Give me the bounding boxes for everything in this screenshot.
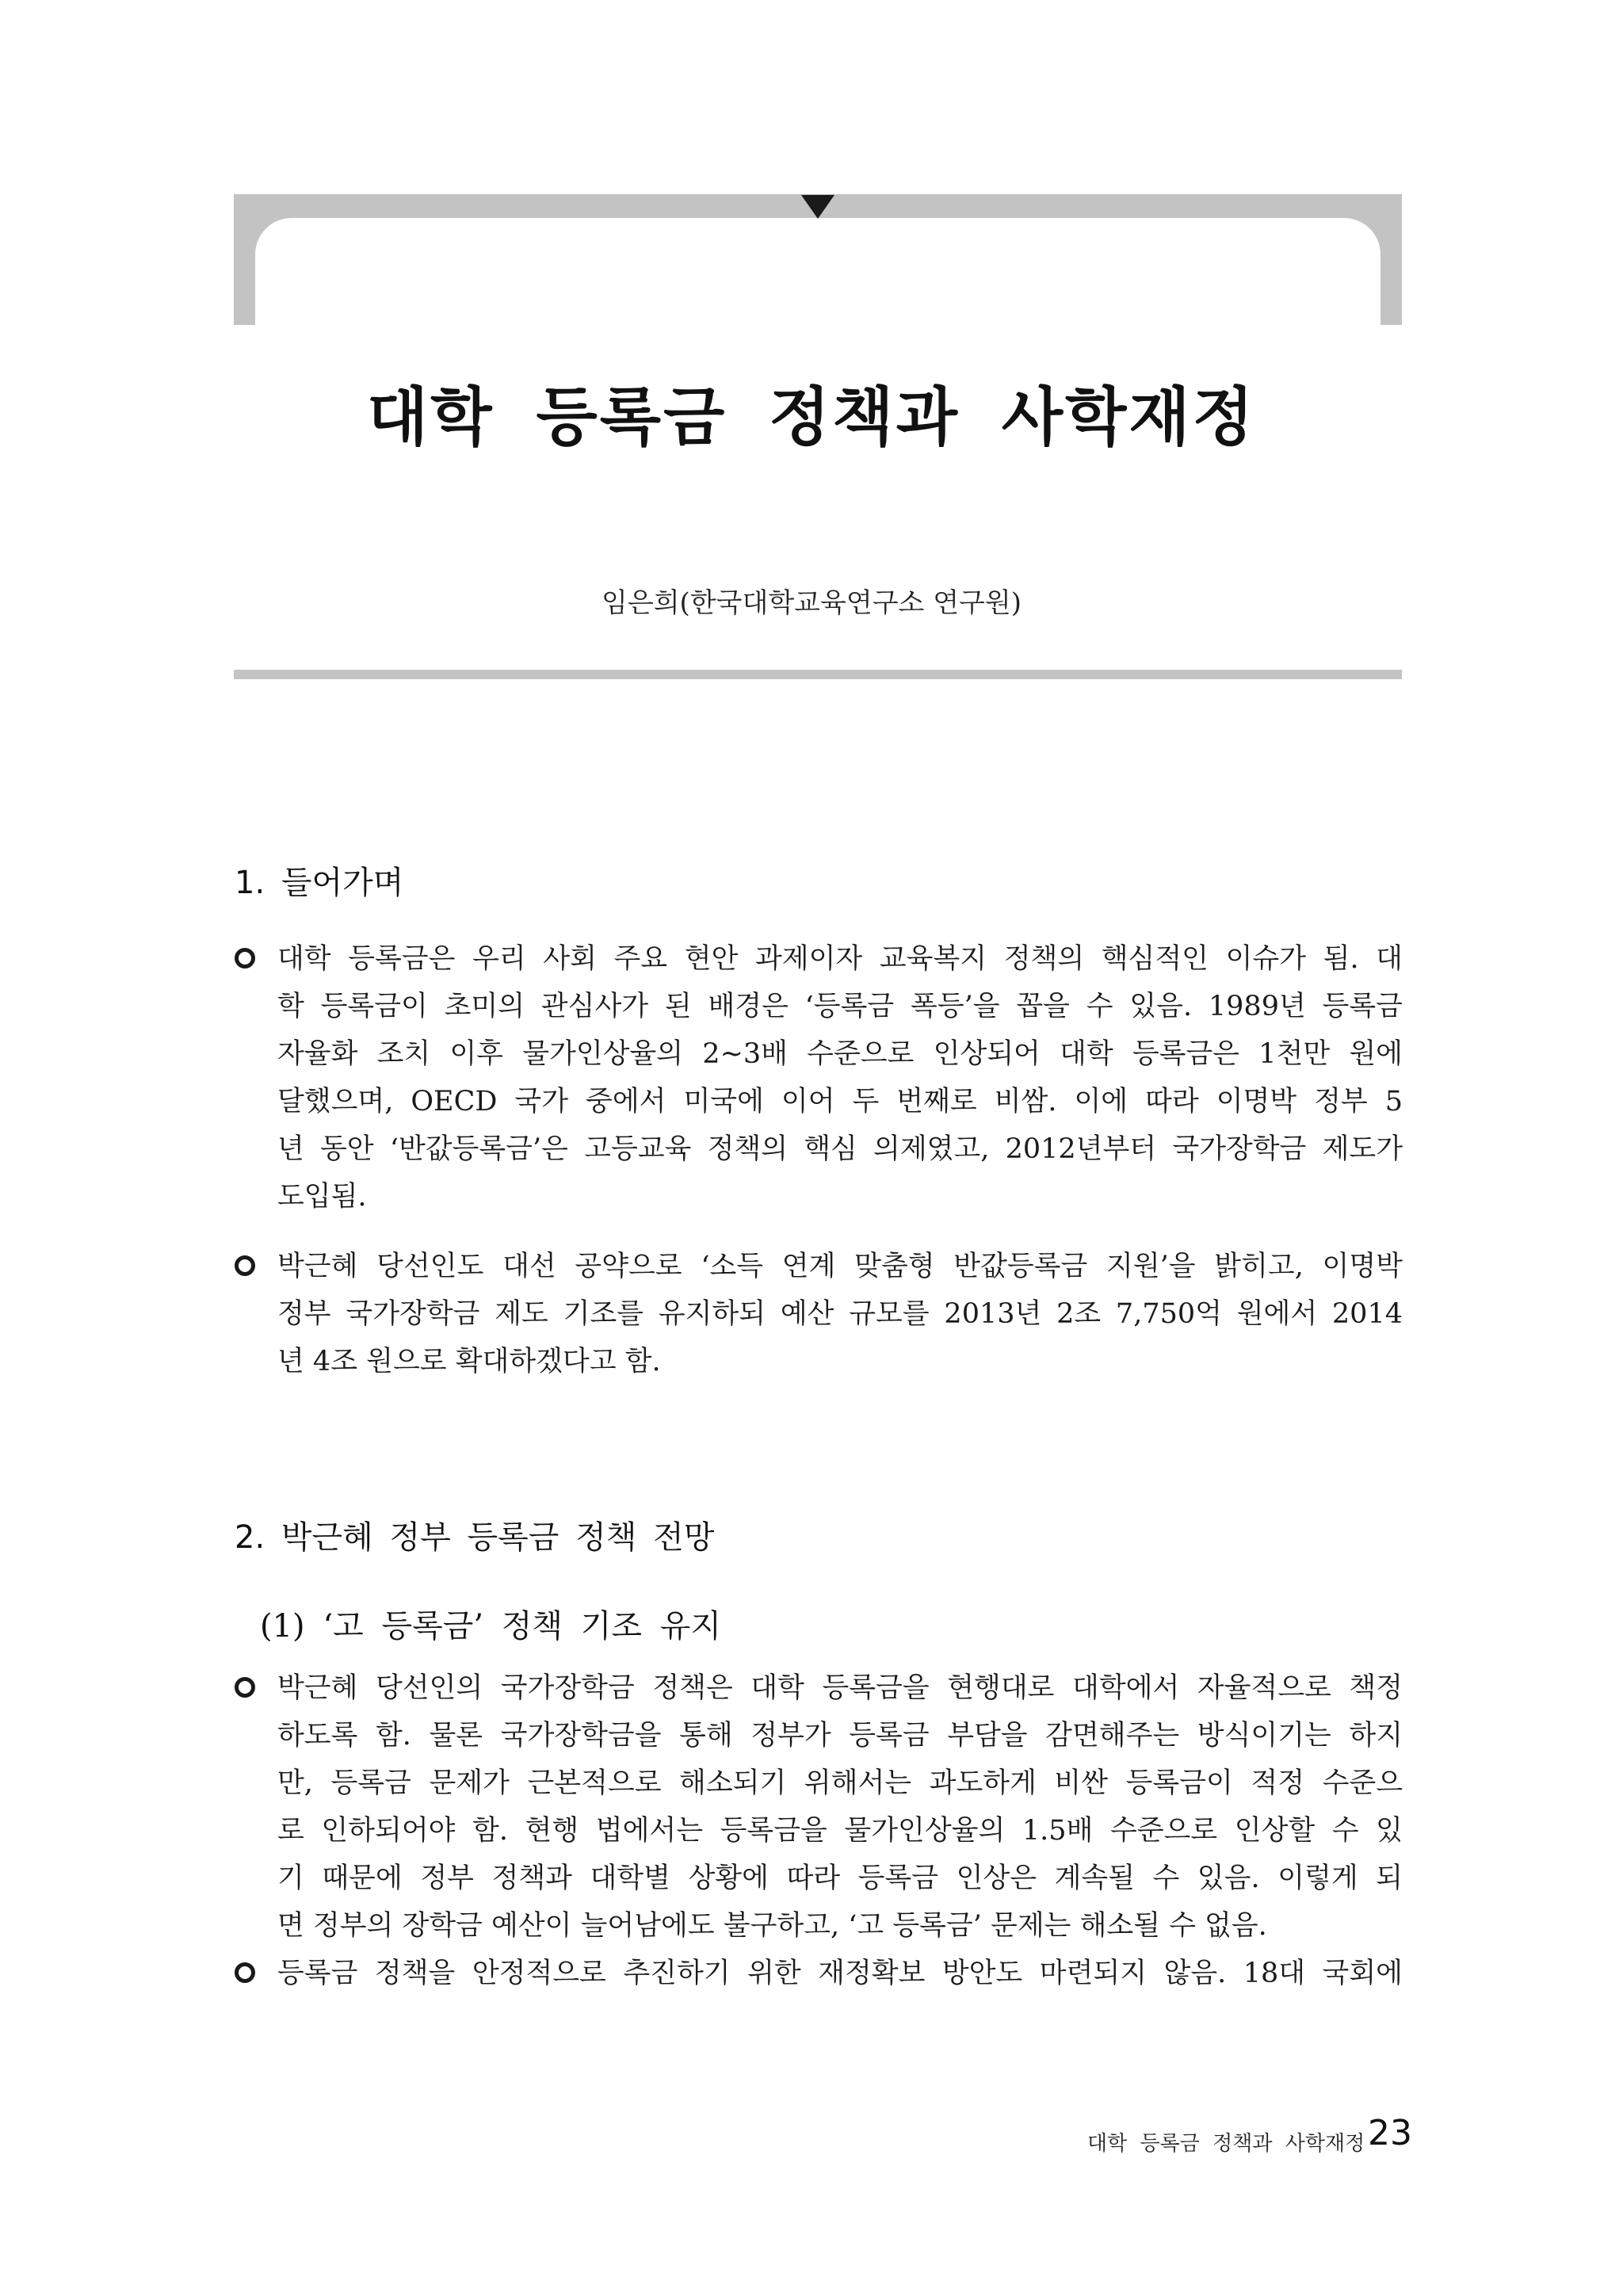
text-line: 년 4조 원으로 확대하겠다고 함. xyxy=(277,1346,661,1377)
bullet-circle-icon xyxy=(235,1677,255,1698)
text-line: 만, 등록금 문제가 근본적으로 해소되기 위해서는 과도하게 비싼 등록금이 적정 수준으 xyxy=(277,1767,1403,1799)
running-footer-title: 대학 등록금 정책과 사학재정 xyxy=(1087,2132,1365,2156)
text-line: 년 동안 ‘반값등록금’은 고등교육 정책의 핵심 의제였고, 2012년부터 국가장학금 제도가 xyxy=(277,1133,1403,1165)
paragraph-outlook-1 xyxy=(277,1664,1403,1950)
title-divider xyxy=(234,670,1402,679)
bullet-circle-icon xyxy=(235,1255,255,1276)
text-line: 하도록 함. 물론 국가장학금을 통해 정부가 등록금 부담을 감면해주는 방식이기는 하지 xyxy=(277,1720,1403,1752)
section-heading-intro: 1. 들어가며 xyxy=(235,865,404,901)
text-line: 등록금 정책을 안정적으로 추진하기 위한 재정확보 방안도 마련되지 않음. 18대 국회에 xyxy=(277,1958,1403,1989)
triangle-marker-icon xyxy=(801,195,834,219)
text-line: 기 때문에 정부 정책과 대학별 상황에 따라 등록금 인상은 계속될 수 있음. 이렇게 되 xyxy=(277,1862,1403,1894)
text-line: 박근혜 당선인의 국가장학금 정책은 대학 등록금을 현행대로 대학에서 자율적으로 책정 xyxy=(277,1672,1403,1704)
text-line: 정부 국가장학금 제도 기조를 유지하되 예산 규모를 2013년 2조 7,750억 원에서 2014 xyxy=(277,1298,1403,1330)
text-line: 면 정부의 장학금 예산이 늘어남에도 불구하고, ‘고 등록금’ 문제는 해소될 수 없음. xyxy=(277,1910,1267,1942)
text-line: 박근혜 당선인도 대선 공약으로 ‘소득 연계 맞춤형 반값등록금 지원’을 밝히고, 이명박 xyxy=(277,1251,1403,1282)
text-line: 도입됨. xyxy=(277,1181,367,1213)
text-line: 로 인하되어야 함. 현행 법에서는 등록금을 물가인상율의 1.5배 수준으로 인상할 수 있 xyxy=(277,1815,1403,1847)
paragraph-outlook-2 xyxy=(277,1950,1403,1997)
author-line: 임은희(한국대학교육연구소 연구원) xyxy=(601,587,1022,619)
section-heading-outlook: 2. 박근혜 정부 등록금 정책 전망 xyxy=(235,1519,715,1556)
text-line: 자율화 조치 이후 물가인상율의 2~3배 수준으로 인상되어 대학 등록금은 1천만 원에 xyxy=(277,1038,1403,1070)
subsection-heading: (1) ‘고 등록금’ 정책 기조 유지 xyxy=(260,1608,722,1645)
page-number: 23 xyxy=(1368,2113,1412,2153)
text-line: 대학 등록금은 우리 사회 주요 현안 과제이자 교육복지 정책의 핵심적인 이슈가 됨. 대 xyxy=(277,943,1403,975)
text-line: 학 등록금이 초미의 관심사가 된 배경은 ‘등록금 폭등’을 꼽을 수 있음. 1989년 등록금 xyxy=(277,991,1403,1022)
text-line: 달했으며, OECD 국가 중에서 미국에 이어 두 번째로 비쌈. 이에 따라 이명박 정부 5 xyxy=(277,1086,1403,1117)
bullet-circle-icon xyxy=(235,1962,255,1983)
paragraph-intro-1 xyxy=(277,935,1403,1221)
paragraph-intro-2 xyxy=(277,1243,1403,1385)
document-title: 대학 등록금 정책과 사학재정 xyxy=(367,380,1256,454)
bullet-circle-icon xyxy=(235,948,255,968)
title-banner-cutout xyxy=(255,218,1381,345)
